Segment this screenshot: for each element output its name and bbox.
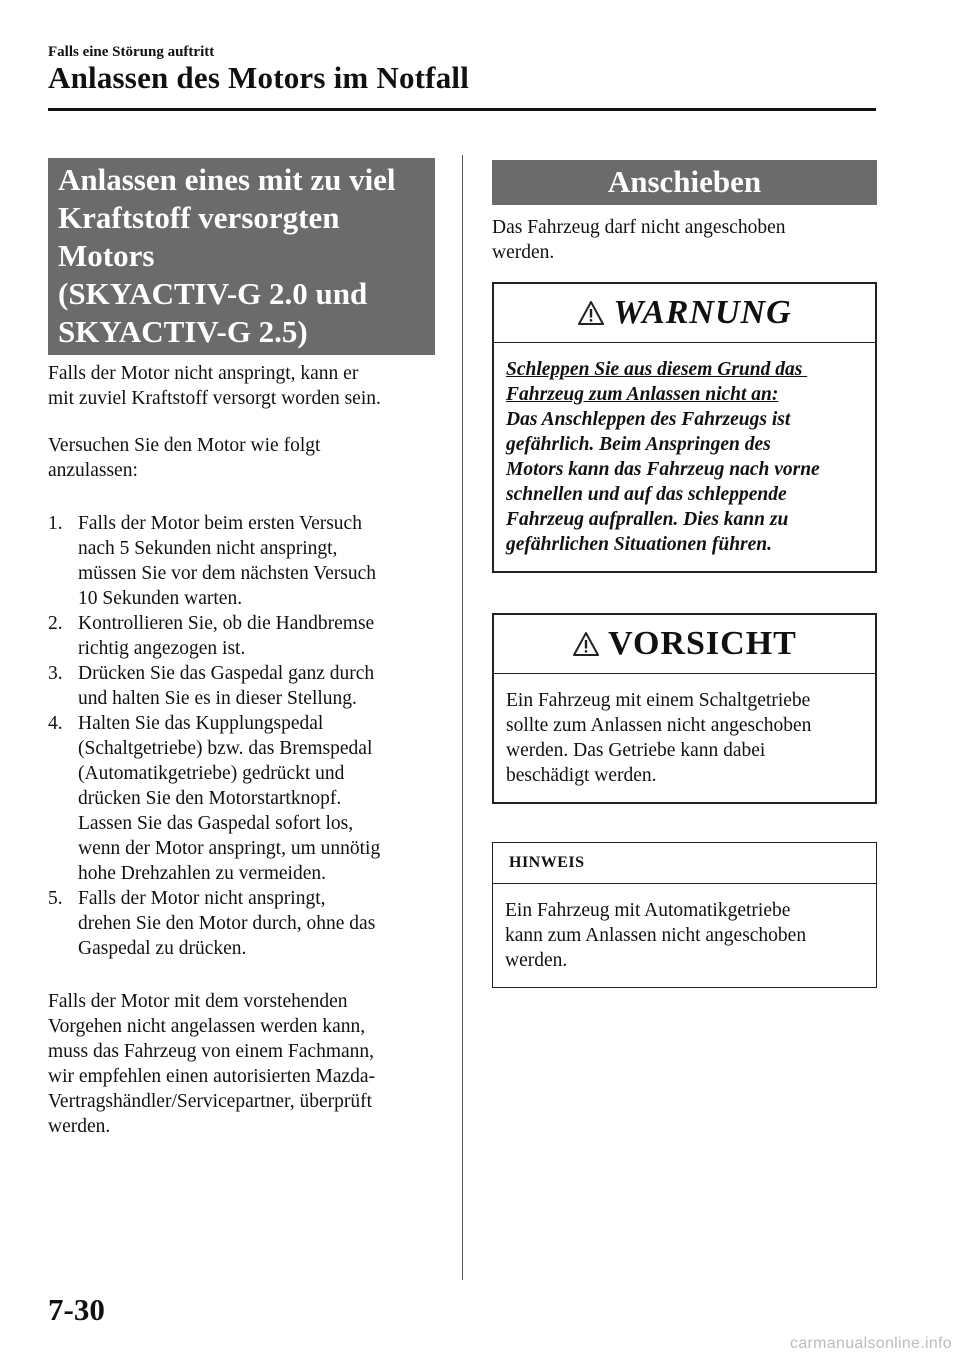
column-divider (462, 155, 463, 1280)
text-line: und halten Sie es in dieser Stellung. (78, 688, 357, 709)
text-line: Halten Sie das Kupplungspedal (78, 713, 324, 734)
text-line: Drücken Sie das Gaspedal ganz durch (78, 663, 375, 684)
warning-header (494, 284, 875, 343)
text-line: Ein Fahrzeug mit einem Schaltgetriebe (506, 690, 811, 711)
note-box (492, 842, 877, 988)
text-line: richtig angezogen ist. (78, 638, 246, 659)
section-heading-push-start: Anschieben (492, 160, 877, 205)
text-line: drehen Sie den Motor durch, ohne das (78, 913, 376, 934)
warning-triangle-icon (572, 631, 600, 657)
list-item (48, 611, 435, 661)
right-column (492, 160, 877, 988)
heading-line: Motors (58, 238, 155, 273)
text-line: mit zuviel Kraftstoff versorgt worden sein. (48, 388, 381, 409)
text-line: drücken Sie den Motorstartknopf. (78, 788, 342, 809)
push-intro-paragraph (492, 215, 877, 265)
list-item (48, 511, 435, 611)
text-line: hohe Drehzahlen zu vermeiden. (78, 863, 326, 884)
text-line: werden. (492, 242, 555, 263)
warning-body (494, 343, 875, 571)
list-item (48, 661, 435, 711)
list-item (48, 886, 435, 961)
text-line: Falls der Motor mit dem vorstehenden (48, 991, 348, 1012)
text-line: wir empfehlen einen autorisierten Mazda- (48, 1066, 376, 1087)
note-body (493, 884, 876, 987)
heading-line: Anlassen eines mit zu viel (58, 162, 396, 197)
text-line: Lassen Sie das Gaspedal sofort los, (78, 813, 354, 834)
step-number: 1. (48, 513, 63, 534)
text-line: Schleppen Sie aus diesem Grund das (506, 359, 808, 380)
warning-label: WARNUNG (613, 294, 792, 331)
text-line: beschädigt werden. (506, 765, 657, 786)
text-line: gefährlichen Situationen führen. (506, 534, 773, 555)
text-line: nach 5 Sekunden nicht anspringt, (78, 538, 338, 559)
heading-line: SKYACTIV-G 2.5) (58, 314, 308, 349)
text-line: anzulassen: (48, 460, 138, 481)
text-line: sollte zum Anlassen nicht angeschoben (506, 715, 812, 736)
list-item (48, 711, 435, 886)
text-line: werden. (505, 950, 568, 971)
text-line: Motors kann das Fahrzeug nach vorne (506, 459, 820, 480)
text-line: Das Fahrzeug darf nicht angeschoben (492, 217, 786, 238)
heading-line: (SKYACTIV-G 2.0 und (58, 276, 368, 311)
warning-triangle-icon (577, 300, 605, 326)
step-number: 2. (48, 613, 63, 634)
try-paragraph (48, 433, 435, 483)
text-line: Fahrzeug aufprallen. Dies kann zu (506, 509, 789, 530)
text-line: wenn der Motor anspringt, um unnötig (78, 838, 381, 859)
caution-label: VORSICHT (608, 625, 797, 662)
text-line: Falls der Motor beim ersten Versuch (78, 513, 362, 534)
note-header: HINWEIS (493, 843, 876, 884)
step-number: 5. (48, 888, 63, 909)
text-line: Vorgehen nicht angelassen werden kann, (48, 1016, 366, 1037)
closing-paragraph (48, 989, 435, 1139)
text-line: Vertragshändler/Servicepartner, überprüft (48, 1091, 373, 1112)
text-line: Ein Fahrzeug mit Automatikgetriebe (505, 900, 791, 921)
text-line: Falls der Motor nicht anspringt, kann er (48, 363, 359, 384)
heading-line: Kraftstoff versorgten (58, 200, 340, 235)
text-line: Das Anschleppen des Fahrzeugs ist (506, 409, 791, 430)
text-line: kann zum Anlassen nicht angeschoben (505, 925, 807, 946)
step-number: 4. (48, 713, 63, 734)
watermark: carmanualsonline.info (790, 1335, 952, 1352)
text-line: gefährlich. Beim Anspringen des (506, 434, 771, 455)
section-heading-flooded-engine (48, 158, 435, 355)
chapter-label: Falls eine Störung auftritt (48, 44, 215, 60)
intro-paragraph (48, 361, 435, 411)
steps-list (48, 511, 435, 961)
text-line: 10 Sekunden warten. (78, 588, 243, 609)
left-column (48, 158, 435, 1139)
warning-box (492, 282, 877, 573)
text-line: Kontrollieren Sie, ob die Handbremse (78, 613, 375, 634)
caution-header (494, 615, 875, 674)
step-number: 3. (48, 663, 63, 684)
page-number: 7-30 (48, 1292, 105, 1327)
text-line: (Automatikgetriebe) gedrückt und (78, 763, 345, 784)
header-divider (48, 108, 876, 111)
text-line: Versuchen Sie den Motor wie folgt (48, 435, 321, 456)
text-line: (Schaltgetriebe) bzw. das Bremspedal (78, 738, 373, 759)
text-line: müssen Sie vor dem nächsten Versuch (78, 563, 377, 584)
text-line: werden. Das Getriebe kann dabei (506, 740, 766, 761)
text-line: werden. (48, 1116, 111, 1137)
text-line: Fahrzeug zum Anlassen nicht an: (506, 384, 779, 405)
text-line: Gaspedal zu drücken. (78, 938, 247, 959)
text-line: schnellen und auf das schleppende (506, 484, 787, 505)
caution-body (494, 674, 875, 802)
caution-box (492, 613, 877, 804)
text-line: Falls der Motor nicht anspringt, (78, 888, 326, 909)
text-line: muss das Fahrzeug von einem Fachmann, (48, 1041, 375, 1062)
page-title: Anlassen des Motors im Notfall (48, 60, 470, 95)
